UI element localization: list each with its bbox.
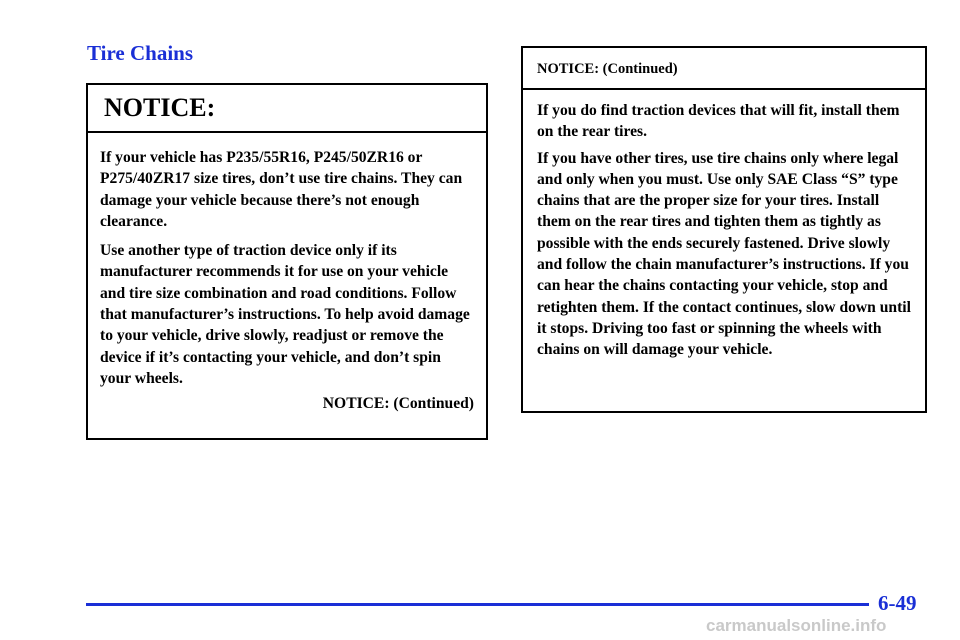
notice-paragraph: If you do find traction devices that will fit, install them on the rear tires.: [537, 102, 900, 141]
notice-continued-label: NOTICE: (Continued): [322, 395, 474, 413]
notice-continued-box: [521, 46, 927, 413]
footer-rule: [86, 603, 869, 606]
notice-continued-body: [523, 90, 925, 361]
section-heading: Tire Chains: [87, 41, 194, 65]
notice-title: NOTICE:: [88, 85, 486, 133]
page-number: 6-49: [878, 591, 917, 615]
notice-box: [86, 83, 488, 440]
notice-paragraph: If your vehicle has P235/55R16, P245/50ZR16 or P275/40ZR17 size tires, don’t use tire chains. They can damage your vehicle because there’s not enough clearance.: [100, 149, 463, 230]
notice-paragraph: If you have other tires, use tire chains only where legal and only when you must. Use only SAE Class “S” type chains that are the proper size for your tires. Install them on the rear tires and tighten them as tightly as possible with the ends securely fastened. Drive slowly and follow the chain manufacturer’s instructions. If you can hear the chains contacting your vehicle, stop and retighten them. If the contact continues, slow down until it stops. Driving too fast or spinning the wheels with chains on will damage your vehicle.: [537, 149, 911, 359]
notice-continued-title: NOTICE: (Continued): [523, 48, 925, 90]
notice-body: [88, 133, 486, 415]
notice-paragraph: Use another type of traction device only if its manufacturer recommends it for use on your vehicle and tire size combination and road conditions. Follow that manufacturer’s instructions. To help avoid damage to your vehicle, drive slowly, readjust or remove the device if it’s contacting your vehicle, and don’t spin your wheels.: [100, 242, 470, 387]
watermark: carmanualsonline.info: [706, 616, 887, 635]
